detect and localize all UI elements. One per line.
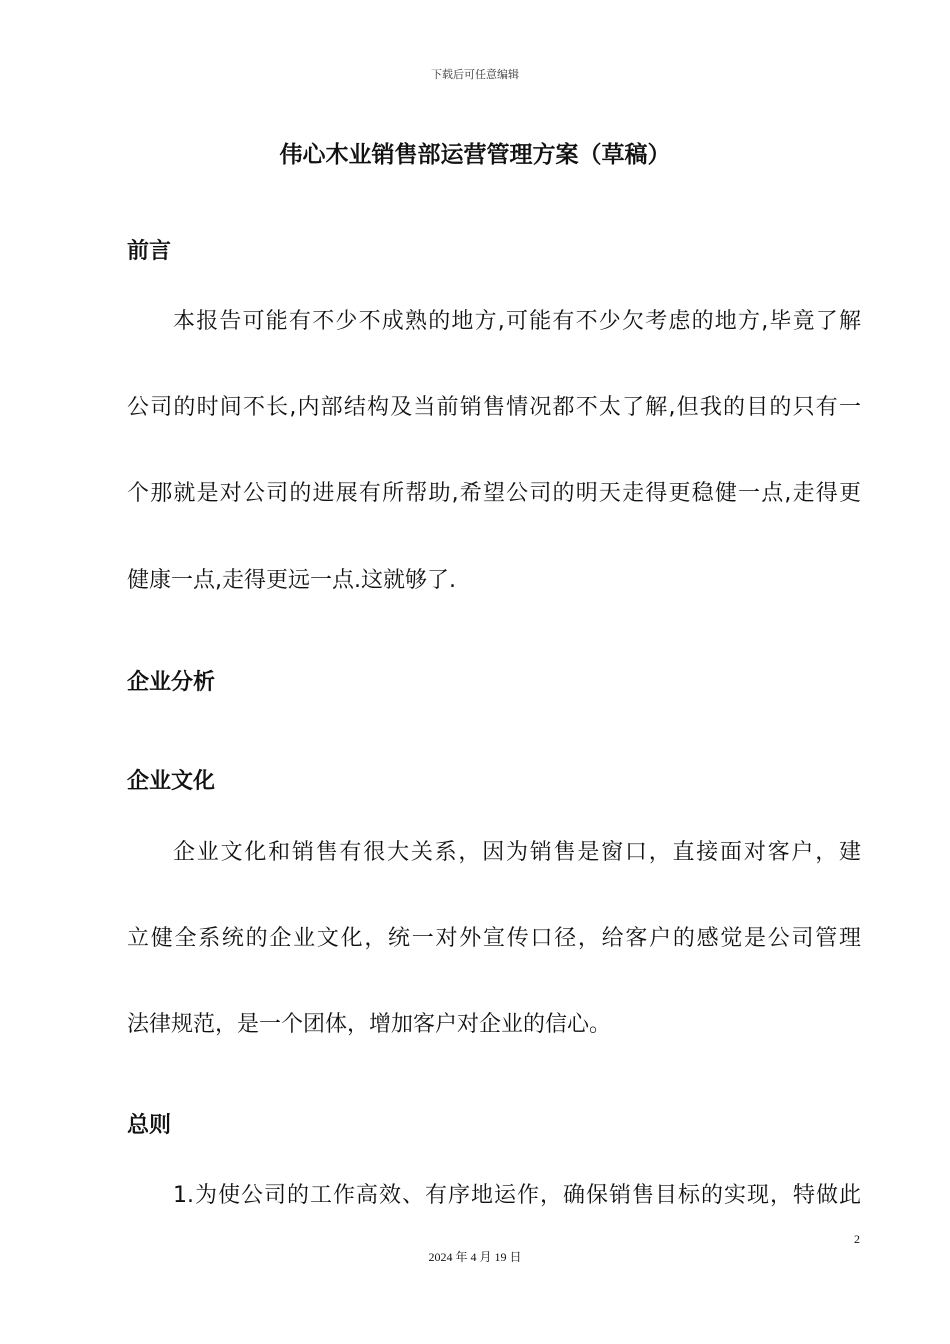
culture-heading: 企业文化 (127, 769, 216, 794)
preface-line: 本报告可能有不少不成熟的地方,可能有不少欠考虑的地方,毕竟了解 (173, 309, 861, 334)
header-note: 下载后可任意编辑 (431, 68, 519, 81)
analysis-heading: 企业分析 (127, 670, 216, 695)
preface-line: 个那就是对公司的进展有所帮助,希望公司的明天走得更稳健一点,走得更 (127, 481, 861, 506)
culture-line: 法律规范，是一个团体，增加客户对企业的信心。 (127, 1012, 612, 1037)
document-title: 伟心木业销售部运营管理方案（草稿） (279, 142, 671, 168)
preface-line: 公司的时间不长,内部结构及当前销售情况都不太了解,但我的目的只有一 (127, 395, 861, 420)
footer-date: 2024 年 4 月 19 日 (428, 1250, 522, 1264)
page-number: 2 (854, 1232, 860, 1246)
general-line: 1.为使公司的工作高效、有序地运作，确保销售目标的实现，特做此 (173, 1183, 861, 1208)
general-heading: 总则 (127, 1113, 172, 1138)
preface-line: 健康一点,走得更远一点.这就够了. (127, 568, 456, 593)
culture-line: 立健全系统的企业文化，统一对外宣传口径，给客户的感觉是公司管理 (127, 926, 861, 951)
culture-line: 企业文化和销售有很大关系，因为销售是窗口，直接面对客户，建 (173, 840, 861, 865)
preface-heading: 前言 (127, 239, 172, 264)
